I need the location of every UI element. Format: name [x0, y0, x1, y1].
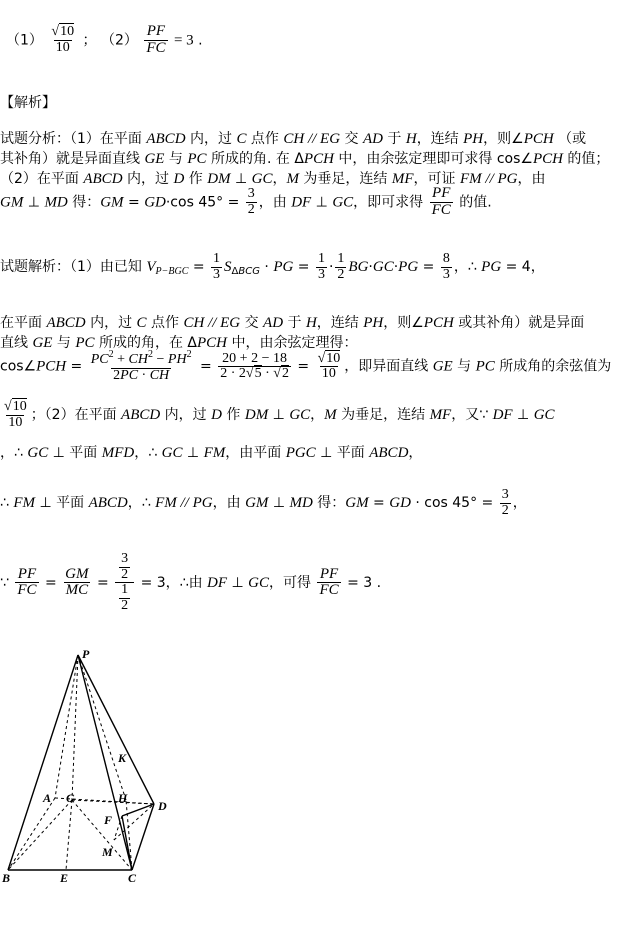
label-K: K: [118, 751, 127, 765]
solution-label: 试题解析：: [0, 259, 70, 276]
edge-PD: [78, 655, 154, 804]
label-H: H: [118, 791, 128, 805]
solution-line-6: ，∴ GC ⊥ 平面 MFD，∴ GC ⊥ FM，由平面 PGC ⊥ 平面 ABCD，: [0, 445, 423, 461]
label-B: B: [2, 871, 11, 885]
solution-line-4: cos∠PCH = $\frac{PC^2 + CH^2 - PH^2}{2PC \cdot CH}$ = $\frac{20 + 2 - 18}{2 \cdot 2√5 \cdot √2}$ = $\frac{√10}{10}$ ，即异面直线 GE 与 PC 所成角的余弦值为: [0, 349, 612, 383]
analysis-heading: 【解析】: [0, 95, 56, 111]
label-G: G: [66, 791, 75, 805]
answer-separator: ；: [82, 32, 97, 49]
analysis-line-2: 其补角）就是异面直线 GE 与 PC 所成的角. 在 ΔPCH 中，由余弦定理即可求得 cos∠PCH 的值；: [0, 151, 610, 167]
analysis-line-1: 试题分析：（1）在平面 ABCD 内，过 C 点作 CH // EG 交 AD 于 H，连结 PH，则∠PCH （或: [0, 131, 587, 147]
analysis-label: 试题分析：: [0, 131, 70, 147]
answer-part2-label: （2）: [100, 32, 138, 49]
solution-line-1: 试题解析：（1）由已知 $V_{P-BGC}$ = $\frac{1}{3}$ $S_{\Delta BCG}$ · PG = $\frac{1}{3}$ · $\frac{1}{2}$ BG·GC·PG = $\frac{8}{3}$ ，∴ PG = 4，: [0, 251, 545, 282]
label-D: D: [158, 799, 167, 813]
label-C: C: [128, 871, 137, 885]
label-F: F: [104, 813, 113, 827]
edge-PA: [55, 655, 78, 798]
answer-end: .: [198, 32, 203, 49]
solution-line-2: 在平面 ABCD 内，过 C 点作 CH // EG 交 AD 于 H，连结 PH，则∠PCH 或其补角）就是异面: [0, 315, 585, 331]
solution-line-8: ∵ $\frac{PF}{FC}$ = $\frac{GM}{MC}$ = $\frac{\frac{3}{2}}{\frac{1}{2}}$ = 3，∴由 DF ⊥ GC，可得 $\frac{PF}{FC}$ = 3 .: [0, 551, 382, 614]
edge-AB: [8, 798, 55, 870]
segment-PH: [78, 655, 126, 800]
segment-GE: [66, 800, 72, 870]
answer-part2-fraction: $\frac{PF}{FC}$: [146, 23, 166, 56]
answer-line: （1） $\frac{√10}{10}$ ； （2） $\frac{PF}{FC}$ = 3 .: [6, 23, 203, 56]
answer-part1-fraction: $\frac{√10}{10}$: [51, 24, 75, 55]
analysis-line-4: GM ⊥ MD 得：GM = GD·cos 45° = $\frac{3}{2}$ ，由 DF ⊥ GC，即可求得 $\frac{PF}{FC}$ 的值.: [0, 185, 492, 218]
edge-PG: [72, 655, 78, 800]
edge-PB: [8, 655, 78, 870]
edge-CD: [132, 804, 154, 870]
label-E: E: [60, 871, 69, 885]
answer-part1-label: （1）: [6, 32, 43, 49]
pyramid-figure: [0, 646, 200, 886]
label-P: P: [82, 647, 90, 661]
analysis-line-3: （2）在平面 ABCD 内，过 D 作 DM ⊥ GC，M 为垂足，连结 MF，可证 FM // PG，由: [0, 171, 546, 187]
segment-GB: [8, 800, 72, 870]
solution-line-5: $\frac{√10}{10}$ ；（2）在平面 ABCD 内，过 D 作 DM ⊥ GC，M 为垂足，连结 MF，又∵ DF ⊥ GC: [4, 399, 555, 430]
solution-line-3: 直线 GE 与 PC 所成的角，在 ΔPCH 中，由余弦定理得：: [0, 335, 358, 351]
solution-line-7: ∴ FM ⊥ 平面 ABCD，∴ FM // PG，由 GM ⊥ MD 得：GM = GD · cos 45° = $\frac{3}{2}$ ，: [0, 487, 527, 518]
label-M: M: [102, 845, 113, 859]
segment-FC: [122, 816, 132, 870]
label-A: A: [43, 791, 52, 805]
